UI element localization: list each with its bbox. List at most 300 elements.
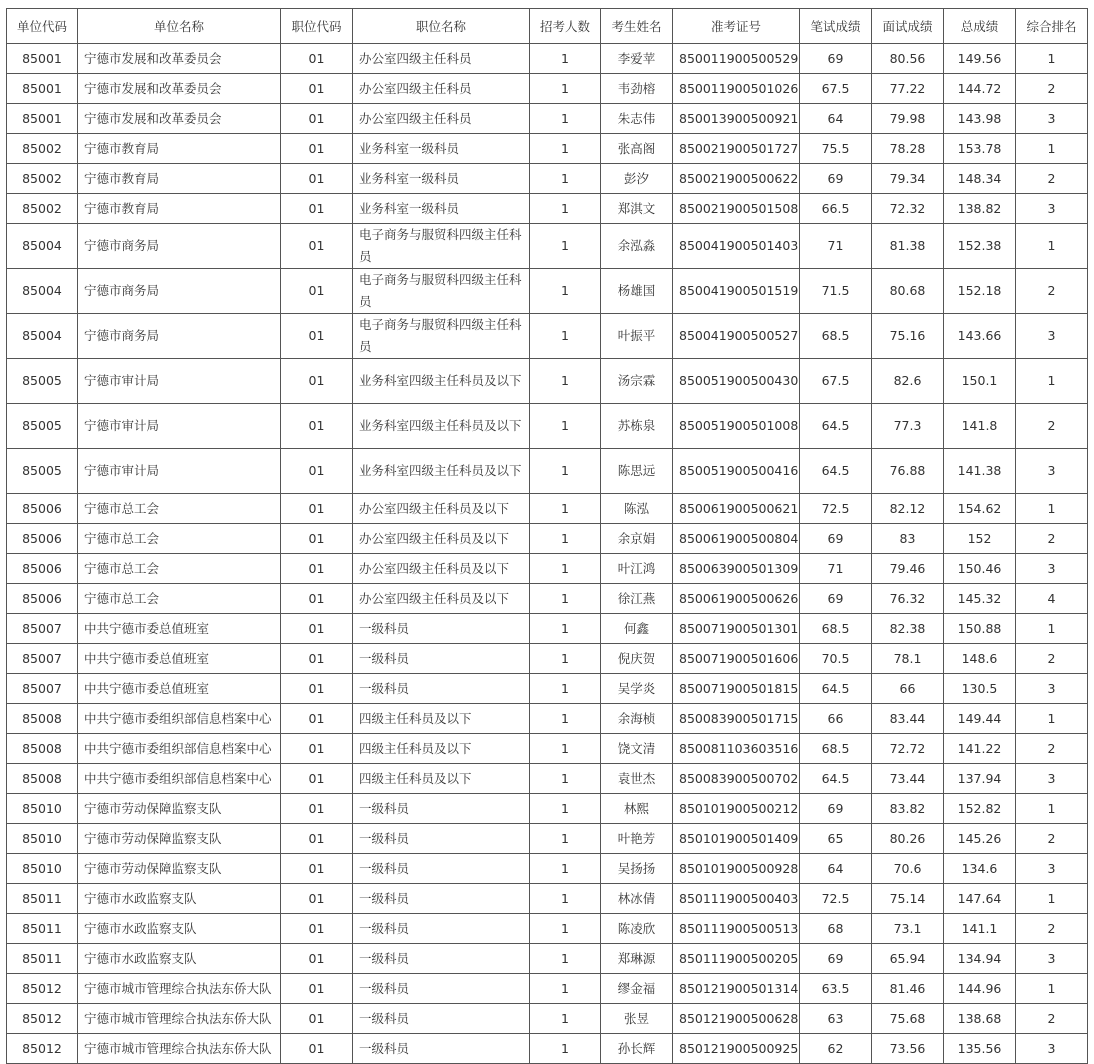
cell-unit-code: 85002 xyxy=(7,194,78,224)
cell-interview-score: 79.34 xyxy=(872,164,944,194)
cell-candidate-name: 叶振平 xyxy=(601,314,673,359)
cell-position-code: 01 xyxy=(281,404,353,449)
header-interview-score: 面试成绩 xyxy=(872,9,944,44)
cell-position-name: 一级科员 xyxy=(353,824,530,854)
cell-position-code: 01 xyxy=(281,44,353,74)
cell-overall-rank: 3 xyxy=(1016,944,1088,974)
cell-candidate-name: 吴学炎 xyxy=(601,674,673,704)
cell-total-score: 144.96 xyxy=(944,974,1016,1004)
cell-candidate-name: 饶文清 xyxy=(601,734,673,764)
cell-ticket-number: 850121900500925 xyxy=(673,1034,800,1064)
header-row xyxy=(7,9,1088,44)
cell-interview-score: 75.16 xyxy=(872,314,944,359)
cell-interview-score: 81.46 xyxy=(872,974,944,1004)
cell-interview-score: 77.22 xyxy=(872,74,944,104)
cell-unit-code: 85005 xyxy=(7,449,78,494)
cell-recruit-count: 1 xyxy=(530,854,601,884)
cell-recruit-count: 1 xyxy=(530,44,601,74)
cell-recruit-count: 1 xyxy=(530,584,601,614)
cell-written-score: 65 xyxy=(800,824,872,854)
cell-position-code: 01 xyxy=(281,104,353,134)
cell-written-score: 69 xyxy=(800,44,872,74)
cell-ticket-number: 850061900500621 xyxy=(673,494,800,524)
cell-interview-score: 82.6 xyxy=(872,359,944,404)
cell-recruit-count: 1 xyxy=(530,674,601,704)
cell-unit-code: 85011 xyxy=(7,884,78,914)
cell-unit-code: 85001 xyxy=(7,74,78,104)
cell-interview-score: 66 xyxy=(872,674,944,704)
cell-written-score: 64 xyxy=(800,854,872,884)
cell-written-score: 64.5 xyxy=(800,764,872,794)
cell-unit-name: 宁德市水政监察支队 xyxy=(78,884,281,914)
cell-position-name: 办公室四级主任科员及以下 xyxy=(353,584,530,614)
cell-candidate-name: 李爱苹 xyxy=(601,44,673,74)
cell-unit-code: 85011 xyxy=(7,914,78,944)
cell-unit-name: 宁德市审计局 xyxy=(78,449,281,494)
cell-overall-rank: 1 xyxy=(1016,494,1088,524)
cell-written-score: 68.5 xyxy=(800,614,872,644)
cell-total-score: 147.64 xyxy=(944,884,1016,914)
cell-overall-rank: 1 xyxy=(1016,974,1088,1004)
cell-position-name: 业务科室一级科员 xyxy=(353,134,530,164)
cell-interview-score: 77.3 xyxy=(872,404,944,449)
cell-interview-score: 78.1 xyxy=(872,644,944,674)
cell-unit-name: 中共宁德市委总值班室 xyxy=(78,674,281,704)
cell-interview-score: 76.32 xyxy=(872,584,944,614)
cell-recruit-count: 1 xyxy=(530,194,601,224)
table-row xyxy=(7,44,1088,74)
cell-total-score: 143.98 xyxy=(944,104,1016,134)
cell-unit-code: 85006 xyxy=(7,584,78,614)
cell-total-score: 138.82 xyxy=(944,194,1016,224)
cell-position-code: 01 xyxy=(281,644,353,674)
table-row xyxy=(7,494,1088,524)
table-row xyxy=(7,554,1088,584)
cell-total-score: 150.46 xyxy=(944,554,1016,584)
cell-written-score: 63 xyxy=(800,1004,872,1034)
cell-unit-code: 85006 xyxy=(7,524,78,554)
cell-overall-rank: 3 xyxy=(1016,1034,1088,1064)
cell-position-name: 一级科员 xyxy=(353,1034,530,1064)
cell-unit-name: 中共宁德市委总值班室 xyxy=(78,644,281,674)
cell-recruit-count: 1 xyxy=(530,1004,601,1034)
table-row xyxy=(7,584,1088,614)
cell-recruit-count: 1 xyxy=(530,704,601,734)
cell-overall-rank: 3 xyxy=(1016,554,1088,584)
table-row xyxy=(7,734,1088,764)
cell-position-name: 一级科员 xyxy=(353,944,530,974)
cell-unit-name: 宁德市商务局 xyxy=(78,314,281,359)
table-body xyxy=(7,44,1088,1064)
cell-recruit-count: 1 xyxy=(530,974,601,1004)
cell-unit-code: 85008 xyxy=(7,704,78,734)
cell-position-code: 01 xyxy=(281,944,353,974)
cell-position-code: 01 xyxy=(281,704,353,734)
cell-candidate-name: 张高阁 xyxy=(601,134,673,164)
cell-unit-name: 宁德市商务局 xyxy=(78,269,281,314)
cell-ticket-number: 850061900500626 xyxy=(673,584,800,614)
cell-candidate-name: 林熙 xyxy=(601,794,673,824)
cell-recruit-count: 1 xyxy=(530,224,601,269)
cell-position-name: 一级科员 xyxy=(353,674,530,704)
table-row xyxy=(7,854,1088,884)
cell-recruit-count: 1 xyxy=(530,824,601,854)
cell-overall-rank: 1 xyxy=(1016,614,1088,644)
cell-recruit-count: 1 xyxy=(530,554,601,584)
cell-candidate-name: 袁世杰 xyxy=(601,764,673,794)
cell-written-score: 66 xyxy=(800,704,872,734)
cell-interview-score: 80.68 xyxy=(872,269,944,314)
table-row xyxy=(7,1034,1088,1064)
cell-total-score: 135.56 xyxy=(944,1034,1016,1064)
cell-position-name: 一级科员 xyxy=(353,1004,530,1034)
cell-total-score: 141.22 xyxy=(944,734,1016,764)
cell-written-score: 69 xyxy=(800,164,872,194)
cell-unit-code: 85004 xyxy=(7,314,78,359)
header-recruit-count: 招考人数 xyxy=(530,9,601,44)
table-row xyxy=(7,914,1088,944)
cell-interview-score: 80.56 xyxy=(872,44,944,74)
cell-position-name: 办公室四级主任科员及以下 xyxy=(353,494,530,524)
cell-total-score: 141.1 xyxy=(944,914,1016,944)
cell-candidate-name: 汤宗霖 xyxy=(601,359,673,404)
cell-written-score: 64 xyxy=(800,104,872,134)
cell-unit-name: 宁德市总工会 xyxy=(78,554,281,584)
cell-position-name: 业务科室四级主任科员及以下 xyxy=(353,359,530,404)
cell-unit-name: 中共宁德市委组织部信息档案中心 xyxy=(78,764,281,794)
cell-unit-name: 宁德市教育局 xyxy=(78,164,281,194)
cell-total-score: 150.1 xyxy=(944,359,1016,404)
cell-unit-code: 85010 xyxy=(7,794,78,824)
cell-position-code: 01 xyxy=(281,914,353,944)
cell-interview-score: 75.68 xyxy=(872,1004,944,1034)
results-table xyxy=(6,8,1088,1064)
cell-position-code: 01 xyxy=(281,1034,353,1064)
cell-ticket-number: 850021900501508 xyxy=(673,194,800,224)
cell-unit-name: 宁德市劳动保障监察支队 xyxy=(78,794,281,824)
cell-overall-rank: 1 xyxy=(1016,704,1088,734)
cell-total-score: 143.66 xyxy=(944,314,1016,359)
cell-position-code: 01 xyxy=(281,734,353,764)
cell-candidate-name: 余泓淼 xyxy=(601,224,673,269)
table-row xyxy=(7,614,1088,644)
cell-ticket-number: 850101900500928 xyxy=(673,854,800,884)
cell-unit-name: 中共宁德市委总值班室 xyxy=(78,614,281,644)
results-table-container xyxy=(6,8,1088,1064)
cell-overall-rank: 2 xyxy=(1016,914,1088,944)
cell-position-name: 一级科员 xyxy=(353,974,530,1004)
table-row xyxy=(7,764,1088,794)
cell-unit-name: 宁德市审计局 xyxy=(78,404,281,449)
cell-recruit-count: 1 xyxy=(530,164,601,194)
cell-interview-score: 72.32 xyxy=(872,194,944,224)
cell-unit-code: 85012 xyxy=(7,974,78,1004)
cell-position-name: 电子商务与服贸科四级主任科员 xyxy=(353,224,530,269)
cell-ticket-number: 850011900501026 xyxy=(673,74,800,104)
cell-interview-score: 73.44 xyxy=(872,764,944,794)
cell-position-code: 01 xyxy=(281,449,353,494)
table-row xyxy=(7,194,1088,224)
cell-candidate-name: 郑琳源 xyxy=(601,944,673,974)
cell-position-name: 业务科室一级科员 xyxy=(353,194,530,224)
cell-unit-name: 宁德市总工会 xyxy=(78,524,281,554)
cell-position-code: 01 xyxy=(281,269,353,314)
cell-recruit-count: 1 xyxy=(530,494,601,524)
table-row xyxy=(7,644,1088,674)
cell-unit-code: 85004 xyxy=(7,224,78,269)
cell-position-code: 01 xyxy=(281,524,353,554)
cell-total-score: 145.26 xyxy=(944,824,1016,854)
table-row xyxy=(7,524,1088,554)
cell-ticket-number: 850041900500527 xyxy=(673,314,800,359)
cell-recruit-count: 1 xyxy=(530,614,601,644)
table-row xyxy=(7,884,1088,914)
table-row xyxy=(7,794,1088,824)
cell-total-score: 149.56 xyxy=(944,44,1016,74)
cell-position-name: 业务科室四级主任科员及以下 xyxy=(353,404,530,449)
cell-overall-rank: 1 xyxy=(1016,224,1088,269)
cell-total-score: 134.94 xyxy=(944,944,1016,974)
cell-position-name: 一级科员 xyxy=(353,644,530,674)
cell-total-score: 148.34 xyxy=(944,164,1016,194)
cell-written-score: 69 xyxy=(800,524,872,554)
cell-interview-score: 79.46 xyxy=(872,554,944,584)
cell-written-score: 71.5 xyxy=(800,269,872,314)
cell-written-score: 64.5 xyxy=(800,404,872,449)
cell-written-score: 67.5 xyxy=(800,359,872,404)
cell-position-name: 一级科员 xyxy=(353,914,530,944)
cell-recruit-count: 1 xyxy=(530,764,601,794)
cell-written-score: 72.5 xyxy=(800,494,872,524)
cell-unit-name: 宁德市总工会 xyxy=(78,584,281,614)
cell-unit-code: 85007 xyxy=(7,674,78,704)
cell-written-score: 66.5 xyxy=(800,194,872,224)
cell-candidate-name: 朱志伟 xyxy=(601,104,673,134)
cell-total-score: 141.8 xyxy=(944,404,1016,449)
cell-written-score: 64.5 xyxy=(800,449,872,494)
cell-unit-code: 85008 xyxy=(7,764,78,794)
cell-overall-rank: 2 xyxy=(1016,269,1088,314)
cell-position-name: 一级科员 xyxy=(353,854,530,884)
cell-written-score: 62 xyxy=(800,1034,872,1064)
table-row xyxy=(7,1004,1088,1034)
cell-unit-code: 85004 xyxy=(7,269,78,314)
table-row xyxy=(7,704,1088,734)
cell-recruit-count: 1 xyxy=(530,524,601,554)
cell-position-code: 01 xyxy=(281,824,353,854)
cell-overall-rank: 3 xyxy=(1016,314,1088,359)
cell-recruit-count: 1 xyxy=(530,359,601,404)
table-row xyxy=(7,944,1088,974)
cell-recruit-count: 1 xyxy=(530,269,601,314)
cell-interview-score: 75.14 xyxy=(872,884,944,914)
cell-position-code: 01 xyxy=(281,194,353,224)
cell-position-code: 01 xyxy=(281,854,353,884)
cell-interview-score: 83 xyxy=(872,524,944,554)
table-row xyxy=(7,824,1088,854)
cell-position-code: 01 xyxy=(281,314,353,359)
cell-ticket-number: 850121900500628 xyxy=(673,1004,800,1034)
cell-unit-name: 宁德市劳动保障监察支队 xyxy=(78,854,281,884)
cell-candidate-name: 张昱 xyxy=(601,1004,673,1034)
cell-written-score: 71 xyxy=(800,554,872,584)
cell-overall-rank: 3 xyxy=(1016,674,1088,704)
cell-overall-rank: 3 xyxy=(1016,854,1088,884)
cell-candidate-name: 倪庆贺 xyxy=(601,644,673,674)
cell-overall-rank: 3 xyxy=(1016,194,1088,224)
cell-ticket-number: 850021900501727 xyxy=(673,134,800,164)
cell-overall-rank: 2 xyxy=(1016,74,1088,104)
cell-position-code: 01 xyxy=(281,884,353,914)
cell-interview-score: 80.26 xyxy=(872,824,944,854)
cell-unit-code: 85001 xyxy=(7,104,78,134)
cell-ticket-number: 850011900500529 xyxy=(673,44,800,74)
cell-unit-name: 宁德市总工会 xyxy=(78,494,281,524)
cell-recruit-count: 1 xyxy=(530,74,601,104)
cell-overall-rank: 2 xyxy=(1016,734,1088,764)
cell-position-code: 01 xyxy=(281,554,353,584)
cell-position-code: 01 xyxy=(281,764,353,794)
cell-unit-name: 中共宁德市委组织部信息档案中心 xyxy=(78,734,281,764)
cell-total-score: 154.62 xyxy=(944,494,1016,524)
cell-total-score: 149.44 xyxy=(944,704,1016,734)
cell-unit-name: 宁德市城市管理综合执法东侨大队 xyxy=(78,974,281,1004)
cell-unit-code: 85007 xyxy=(7,614,78,644)
header-ticket-number: 准考证号 xyxy=(673,9,800,44)
cell-written-score: 71 xyxy=(800,224,872,269)
cell-recruit-count: 1 xyxy=(530,914,601,944)
cell-candidate-name: 彭汐 xyxy=(601,164,673,194)
cell-unit-name: 宁德市审计局 xyxy=(78,359,281,404)
cell-unit-code: 85005 xyxy=(7,404,78,449)
cell-unit-name: 宁德市水政监察支队 xyxy=(78,914,281,944)
cell-interview-score: 72.72 xyxy=(872,734,944,764)
cell-ticket-number: 850021900500622 xyxy=(673,164,800,194)
cell-candidate-name: 叶江鸿 xyxy=(601,554,673,584)
cell-total-score: 152.82 xyxy=(944,794,1016,824)
cell-ticket-number: 850061900500804 xyxy=(673,524,800,554)
cell-interview-score: 83.82 xyxy=(872,794,944,824)
cell-position-name: 四级主任科员及以下 xyxy=(353,704,530,734)
cell-ticket-number: 850111900500403 xyxy=(673,884,800,914)
cell-candidate-name: 陈思远 xyxy=(601,449,673,494)
cell-interview-score: 82.38 xyxy=(872,614,944,644)
cell-candidate-name: 韦劲榕 xyxy=(601,74,673,104)
cell-position-name: 办公室四级主任科员 xyxy=(353,104,530,134)
cell-total-score: 134.6 xyxy=(944,854,1016,884)
cell-interview-score: 78.28 xyxy=(872,134,944,164)
cell-recruit-count: 1 xyxy=(530,644,601,674)
cell-position-code: 01 xyxy=(281,359,353,404)
cell-unit-name: 宁德市城市管理综合执法东侨大队 xyxy=(78,1034,281,1064)
cell-total-score: 130.5 xyxy=(944,674,1016,704)
cell-position-code: 01 xyxy=(281,164,353,194)
cell-recruit-count: 1 xyxy=(530,404,601,449)
cell-candidate-name: 余海桢 xyxy=(601,704,673,734)
cell-position-code: 01 xyxy=(281,794,353,824)
cell-unit-code: 85012 xyxy=(7,1004,78,1034)
table-row xyxy=(7,359,1088,404)
cell-candidate-name: 余京娟 xyxy=(601,524,673,554)
cell-total-score: 152 xyxy=(944,524,1016,554)
cell-position-name: 办公室四级主任科员及以下 xyxy=(353,554,530,584)
cell-interview-score: 73.56 xyxy=(872,1034,944,1064)
header-position-name: 职位名称 xyxy=(353,9,530,44)
cell-overall-rank: 1 xyxy=(1016,134,1088,164)
cell-position-name: 一级科员 xyxy=(353,884,530,914)
table-row xyxy=(7,314,1088,359)
cell-recruit-count: 1 xyxy=(530,104,601,134)
cell-ticket-number: 850101900500212 xyxy=(673,794,800,824)
cell-unit-code: 85010 xyxy=(7,824,78,854)
cell-position-name: 一级科员 xyxy=(353,794,530,824)
table-row xyxy=(7,449,1088,494)
cell-candidate-name: 何鑫 xyxy=(601,614,673,644)
cell-interview-score: 73.1 xyxy=(872,914,944,944)
cell-candidate-name: 吴扬扬 xyxy=(601,854,673,884)
cell-unit-code: 85011 xyxy=(7,944,78,974)
cell-interview-score: 83.44 xyxy=(872,704,944,734)
cell-position-name: 业务科室四级主任科员及以下 xyxy=(353,449,530,494)
table-row xyxy=(7,269,1088,314)
cell-ticket-number: 850013900500921 xyxy=(673,104,800,134)
cell-ticket-number: 850051900500416 xyxy=(673,449,800,494)
table-row xyxy=(7,164,1088,194)
cell-unit-code: 85006 xyxy=(7,554,78,584)
cell-overall-rank: 2 xyxy=(1016,1004,1088,1034)
cell-position-code: 01 xyxy=(281,224,353,269)
header-overall-rank: 综合排名 xyxy=(1016,9,1088,44)
cell-ticket-number: 850111900500513 xyxy=(673,914,800,944)
table-row xyxy=(7,404,1088,449)
cell-unit-code: 85005 xyxy=(7,359,78,404)
cell-position-name: 电子商务与服贸科四级主任科员 xyxy=(353,314,530,359)
cell-interview-score: 70.6 xyxy=(872,854,944,884)
cell-written-score: 69 xyxy=(800,794,872,824)
table-row xyxy=(7,974,1088,1004)
cell-unit-name: 宁德市教育局 xyxy=(78,194,281,224)
table-row xyxy=(7,674,1088,704)
cell-ticket-number: 850041900501519 xyxy=(673,269,800,314)
table-row xyxy=(7,74,1088,104)
cell-unit-name: 宁德市发展和改革委员会 xyxy=(78,104,281,134)
cell-candidate-name: 陈凌欣 xyxy=(601,914,673,944)
header-unit-code: 单位代码 xyxy=(7,9,78,44)
cell-position-code: 01 xyxy=(281,1004,353,1034)
cell-ticket-number: 850051900501008 xyxy=(673,404,800,449)
cell-written-score: 63.5 xyxy=(800,974,872,1004)
table-row xyxy=(7,134,1088,164)
cell-ticket-number: 850111900500205 xyxy=(673,944,800,974)
cell-overall-rank: 2 xyxy=(1016,164,1088,194)
cell-ticket-number: 850101900501409 xyxy=(673,824,800,854)
cell-unit-name: 宁德市商务局 xyxy=(78,224,281,269)
cell-candidate-name: 杨雄国 xyxy=(601,269,673,314)
cell-position-name: 办公室四级主任科员及以下 xyxy=(353,524,530,554)
cell-written-score: 72.5 xyxy=(800,884,872,914)
cell-unit-name: 宁德市发展和改革委员会 xyxy=(78,44,281,74)
cell-written-score: 68 xyxy=(800,914,872,944)
cell-overall-rank: 2 xyxy=(1016,644,1088,674)
cell-position-name: 业务科室一级科员 xyxy=(353,164,530,194)
cell-recruit-count: 1 xyxy=(530,944,601,974)
cell-position-code: 01 xyxy=(281,974,353,1004)
cell-unit-code: 85001 xyxy=(7,44,78,74)
header-total-score: 总成绩 xyxy=(944,9,1016,44)
cell-overall-rank: 2 xyxy=(1016,524,1088,554)
cell-candidate-name: 林冰倩 xyxy=(601,884,673,914)
table-row xyxy=(7,104,1088,134)
